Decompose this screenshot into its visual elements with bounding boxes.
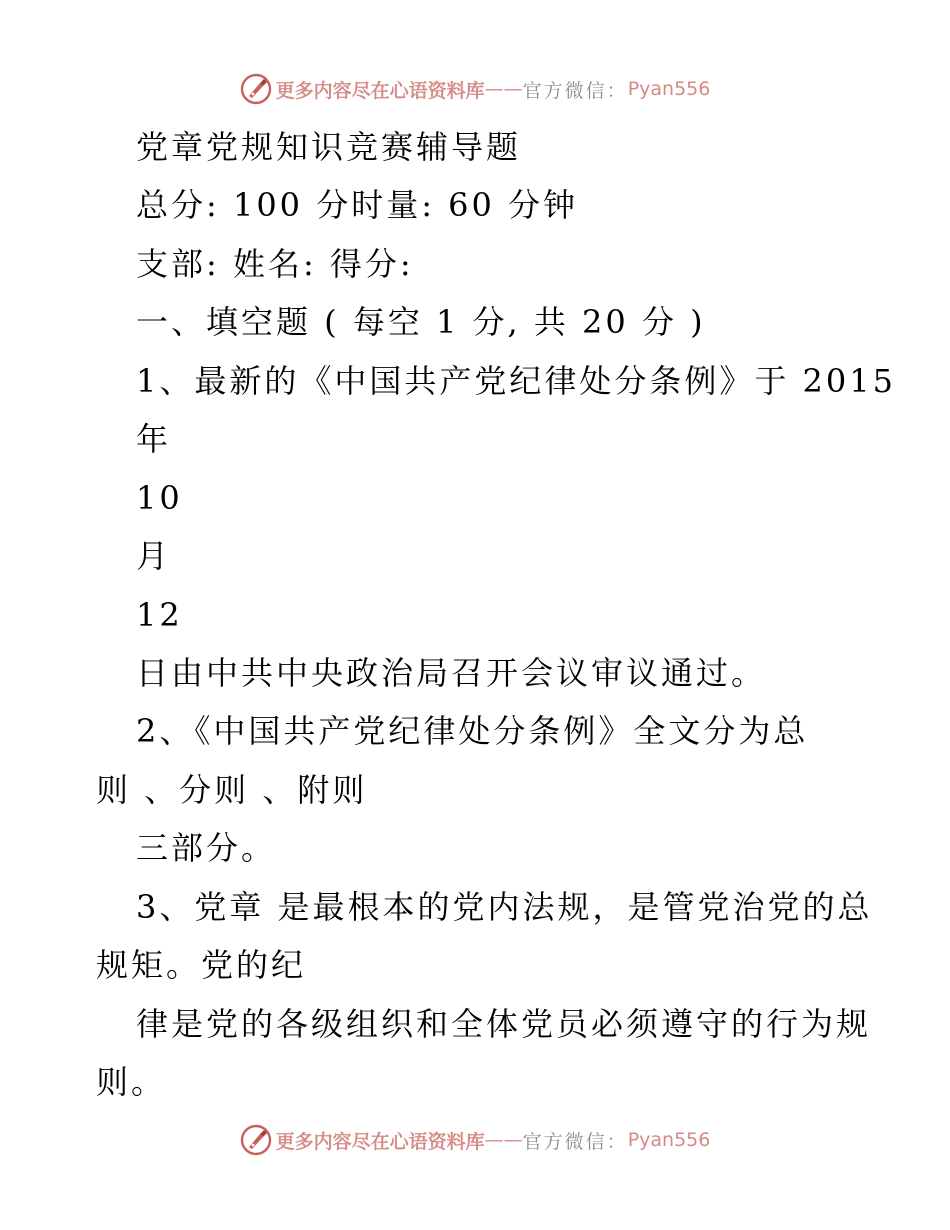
question-1-line-5: 12 <box>136 596 183 634</box>
document-title: 党章党规知识竞赛辅导题 <box>136 128 522 166</box>
question-1-line-4: 月 <box>136 537 172 575</box>
score-time-line: 总分: 100 分时量: 60 分钟 <box>136 186 579 224</box>
watermark-main-text: 更多内容尽在心语资料库 <box>275 79 485 102</box>
watermark-separator: —— <box>484 1129 523 1151</box>
question-1-line-2: 年 <box>136 420 172 458</box>
question-3-line-2: 规矩。党的纪 <box>96 946 307 984</box>
question-1-line-3: 10 <box>136 479 183 517</box>
watermark-separator: —— <box>484 78 523 100</box>
watermark-wechat-label: 官方微信： <box>522 1130 628 1153</box>
pen-nib-logo-icon <box>240 73 272 105</box>
question-3-line-3: 律是党的各级组织和全体党员必须遵守的行为规 <box>136 1005 872 1043</box>
question-2-line-3: 三部分。 <box>136 829 277 867</box>
pen-nib-logo-icon <box>240 1124 272 1156</box>
question-2-line-2: 则 、分则 、附则 <box>96 771 368 809</box>
header-watermark <box>0 72 950 106</box>
footer-watermark <box>0 1123 950 1157</box>
watermark-wechat-id: Pyan556 <box>627 78 711 100</box>
watermark-wechat-label: 官方微信： <box>522 79 628 102</box>
watermark-wechat-id: Pyan556 <box>627 1129 711 1151</box>
watermark-main-text: 更多内容尽在心语资料库 <box>275 1130 485 1153</box>
name-fields-line: 支部: 姓名: 得分: <box>136 245 414 283</box>
question-3-line-4: 则。 <box>96 1063 167 1101</box>
section-heading-fill-blank: 一、填空题 ( 每空 1 分, 共 20 分 ) <box>136 303 706 341</box>
question-2-line-1: 2、《中国共产党纪律处分条例》全文分为总 <box>136 712 809 750</box>
question-3-line-1: 3、党章 是最根本的党内法规，是管党治党的总 <box>136 888 873 926</box>
question-1-line-1: 1、最新的《中国共产党纪律处分条例》于 2015 <box>136 362 896 400</box>
question-1-line-6: 日由中共中央政治局召开会议审议通过。 <box>136 654 767 692</box>
